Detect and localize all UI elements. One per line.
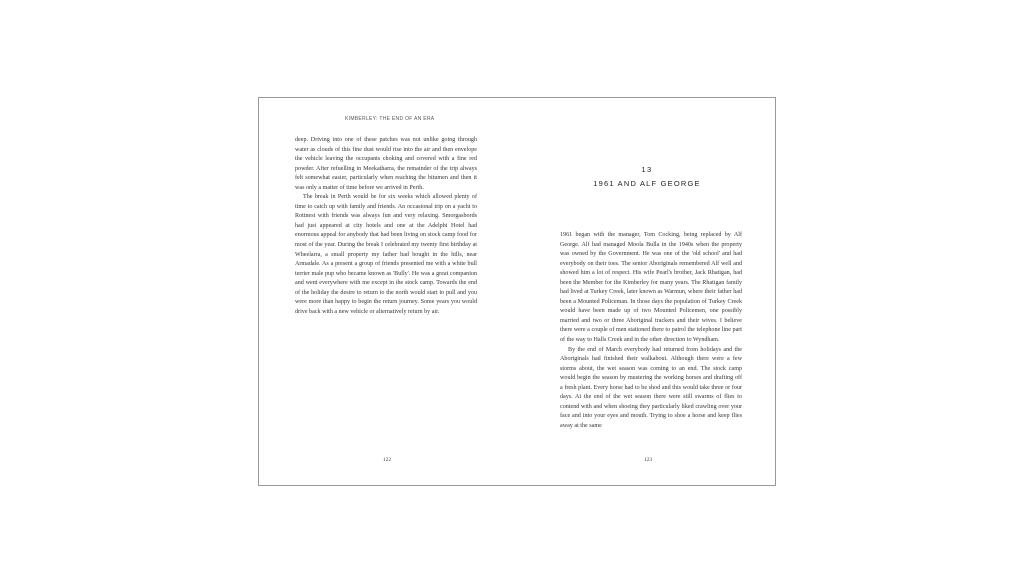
page-number: 122 bbox=[382, 457, 392, 463]
book-spread bbox=[258, 97, 776, 486]
paragraph: By the end of March everybody had returned from holidays and the Aboriginals had finished their walkabout. Although there were a few storms about, the wet season was coming to an end. The stock camp would begin the season by mustering the working horses and drafting off a fresh plant. Every horse had to be shod and this would take three or four days. At the end of the wet season there were still swarms of flies to contend with and when shoeing they particularly liked crawling over your face and into your eyes and mouth. Trying to shoe a horse and keep flies away at the same bbox=[560, 346, 742, 429]
paragraph: deep. Driving into one of these patches was not unlike going through water as clouds of this fine dust would rise into the air and then envelope the vehicle leaving the occupants choking and covered with a fine red powder. After refuelling in Meekatharra, the remainder of the trip always felt somewhat easier, particularly when reaching the bitumen and then it was only a matter of time before we arrived in Perth. bbox=[295, 137, 477, 191]
page-number: 123 bbox=[643, 457, 653, 463]
left-page-body bbox=[295, 136, 477, 317]
left-page bbox=[259, 98, 518, 485]
running-head: KIMBERLEY: THE END OF AN ERA bbox=[345, 116, 435, 122]
chapter-number: 13 bbox=[641, 165, 653, 174]
paragraph: The break in Perth would be for six weeks which allowed plenty of time to catch up with family and friends. An occasional trip on a yacht to Rottnest with friends was always fun and very relaxing. Smorgasbords had just appeared at city hotels and one at the Adelphi Hotel had enormous appeal for anybody that had been living on stock camp food for most of the year. During the break I celebrated my twenty first birthday at Wheelarra, a small property my father had bought in the hills, near Armadale. As a present a group of friends presented me with a white bull terrier male pup who became known as 'Bully'. He was a great companion and went everywhere with me except in the stock camp. Towards the end of the holiday the desire to return to the north would start to pull and you were more than happy to begin the return journey. Some years you would drive back with a new vehicle or alternatively return by air. bbox=[295, 194, 477, 315]
chapter-title: 1961 AND ALF GEORGE bbox=[593, 179, 701, 188]
right-page bbox=[518, 98, 776, 485]
right-page-body bbox=[560, 231, 742, 431]
paragraph: 1961 began with the manager, Tom Cocking, being replaced by Alf George. Alf had managed Moola Bulla in the 1940s when the property was owned by the Government. He was one of the 'old school' and had everybody on their toes. The senior Aboriginals remembered Alf well and showed him a lot of respect. His wife Pearl's brother, Jack Rhatigan, had been the Member for the Kimberley for many years. The Rhatigan family had lived at Turkey Creek, later known as Warmun, where their father had been a Mounted Policeman. In those days the population of Turkey Creek would have been made up of two Mounted Policemen, one possibly married and two or three Aboriginal trackers and their wives. I believe there were a couple of men stationed there to patrol the telephone line part of the way to Halls Creek and in the other direction to Wyndham. bbox=[560, 232, 742, 344]
